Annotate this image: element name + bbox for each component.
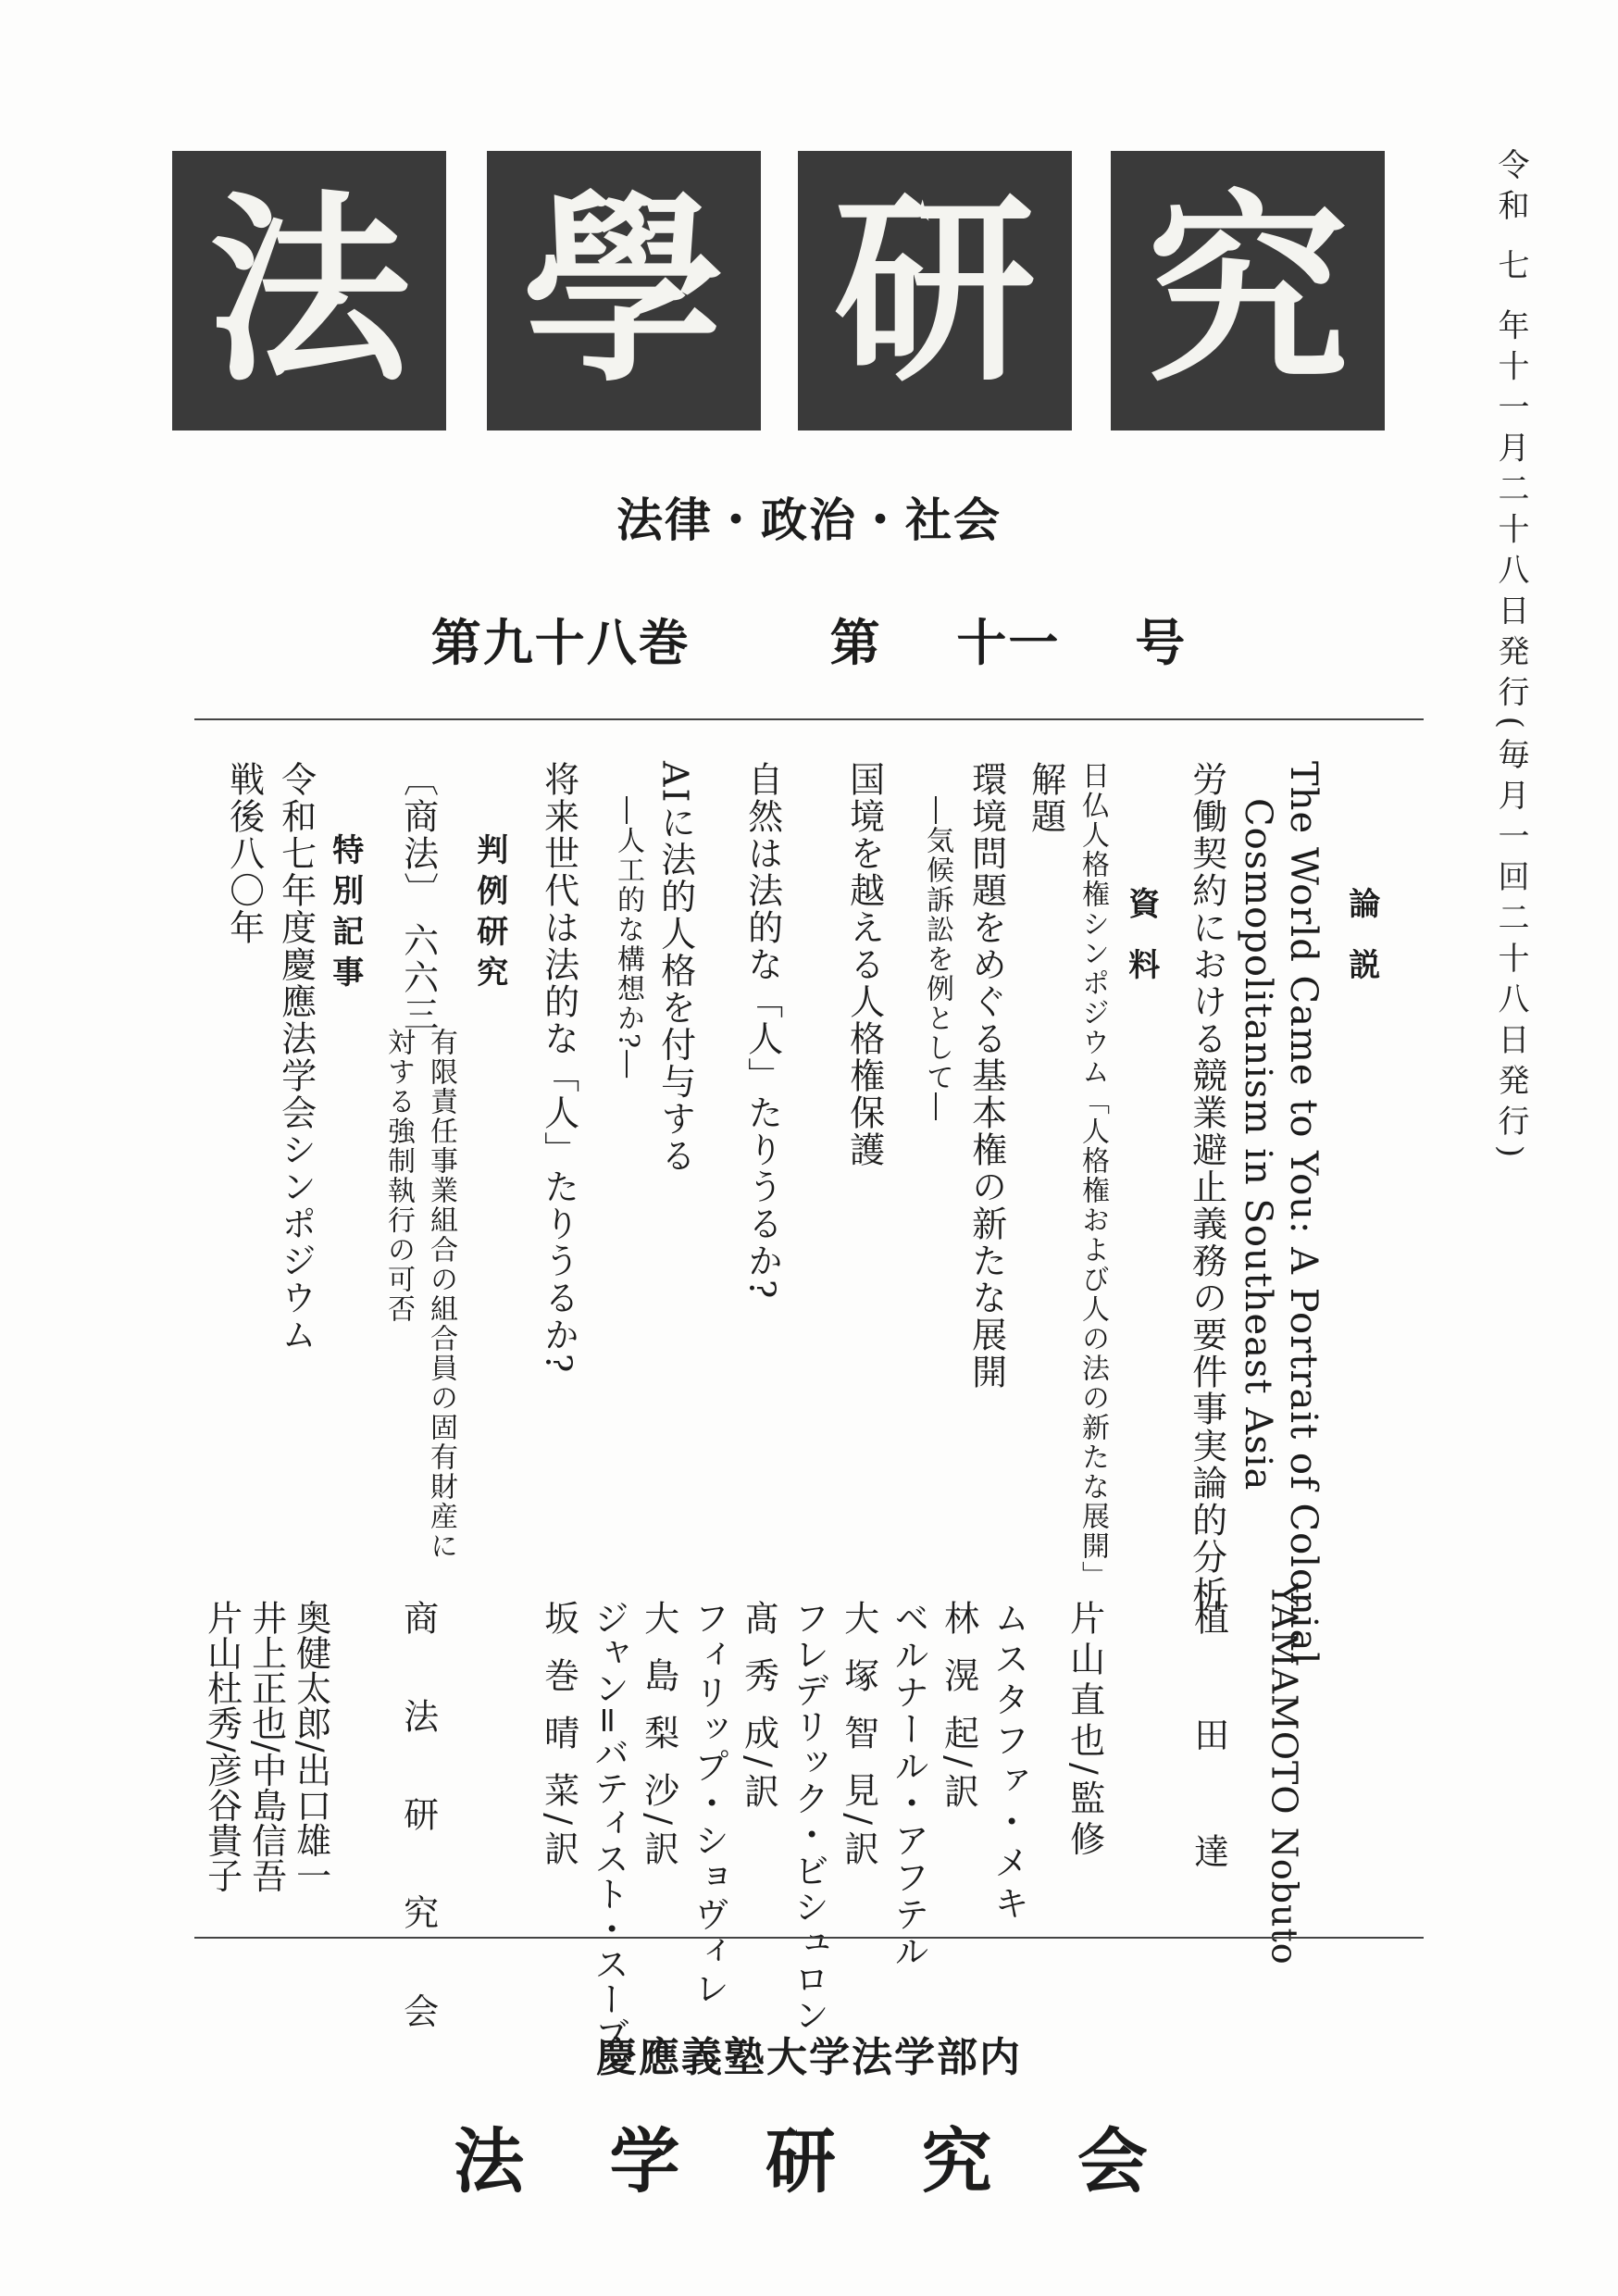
translator-3: 髙 秀 成/訳 (738, 1600, 779, 1814)
translator-1: 林 滉 起/訳 (938, 1600, 979, 1814)
publisher-name: 法 学 研 究 会 (454, 2120, 1164, 2202)
case-author: 商 法 研 究 会 (397, 1600, 439, 2054)
special-authors-1: 奥健太郎/出口雄一 (290, 1600, 331, 1893)
masthead-char-4: 究 (1111, 151, 1385, 430)
special-authors-3: 片山杜秀/彦谷貴子 (201, 1600, 243, 1893)
toc-item-4: AIに法的人格を付与する (654, 761, 696, 1175)
translator-1-name: ムスタファ・メキ (988, 1600, 1029, 1926)
special-authors-2: 井上正也/中島信吾 (245, 1600, 287, 1893)
masthead-char-1: 法 (172, 151, 446, 430)
translator-5-name: ジャン=バティスト・スーブ (588, 1600, 629, 2052)
section-kaidai: 解題 (1025, 761, 1066, 835)
section-tokubetsu: 特別記事 (326, 833, 364, 996)
volume-number: 第九十八巻 (430, 614, 691, 672)
article-1-title-line-1: The World Came to You: A Portrait of Colonial (1282, 761, 1325, 1666)
section-shiryo: 資 料 (1122, 887, 1160, 989)
case-title-line-1: 有限責任事業組合の組合員の固有財産に (425, 1028, 457, 1561)
journal-subtitle: 法律・政治・社会 (616, 493, 1002, 547)
top-divider (194, 718, 1424, 720)
case-title-line-2: 対する強制執行の可否 (382, 1028, 415, 1324)
publication-date: 令和 七 年十一月二十八日発行(毎月一回二十八日発行) (1492, 148, 1529, 1167)
translator-3-name: フレデリック・ビシュロン (788, 1600, 829, 2033)
translator-2: 大 塚 智 見/訳 (838, 1600, 879, 1872)
translator-5: 坂 巻 晴 菜/訳 (538, 1600, 579, 1872)
article-1-title-line-2: Cosmopolitanism in Southeast Asia (1237, 798, 1279, 1491)
article-2-title: 労働契約における競業避止義務の要件事実論的分析 (1186, 761, 1227, 1613)
translator-4-name: フィリップ・ショヴィレ (688, 1600, 729, 2007)
masthead-char-3: 研 (798, 151, 1072, 430)
masthead-char-2: 學 (487, 151, 761, 430)
symposium-title: 日仏人格権シンポジウム「人格権および人の法の新たな展開」 (1077, 761, 1109, 1591)
volume-issue (0, 604, 1618, 675)
author-1: YAMAMOTO Nobuto (1263, 1583, 1305, 1965)
special-article-2: 戦後八〇年 (223, 761, 265, 946)
supervisor: 片山直也/監修 (1064, 1600, 1105, 1862)
section-hanrei: 判例研究 (470, 833, 508, 996)
toc-item-4-subtitle: ―人工的な構想か?― (612, 796, 644, 1080)
toc-item-5: 将来世代は法的な「人」たりうるか? (538, 761, 579, 1375)
toc-item-2: 国境を越える人格権保護 (843, 761, 885, 1168)
author-2: 植 田 達 (1188, 1600, 1229, 1904)
publisher-affiliation: 慶應義塾大学法学部内 (596, 2034, 1022, 2081)
issue-number: 第 十一 号 (829, 614, 1188, 672)
case-label: 〔商法〕 六六三 (397, 761, 439, 1034)
toc-item-1: 環境問題をめぐる基本権の新たな展開 (965, 761, 1007, 1391)
toc-item-3: 自然は法的な「人」たりうるか? (741, 761, 783, 1301)
special-article-1: 令和七年度慶應法学会シンポジウム (275, 761, 317, 1354)
translator-2-name: ベルナール・アフテル (888, 1600, 929, 1970)
section-ronsetsu: 論 説 (1342, 887, 1380, 989)
toc-item-1-subtitle: ―気候訴訟を例として― (921, 796, 953, 1122)
translator-4: 大 島 梨 沙/訳 (638, 1600, 679, 1872)
bottom-divider (194, 1937, 1424, 1939)
